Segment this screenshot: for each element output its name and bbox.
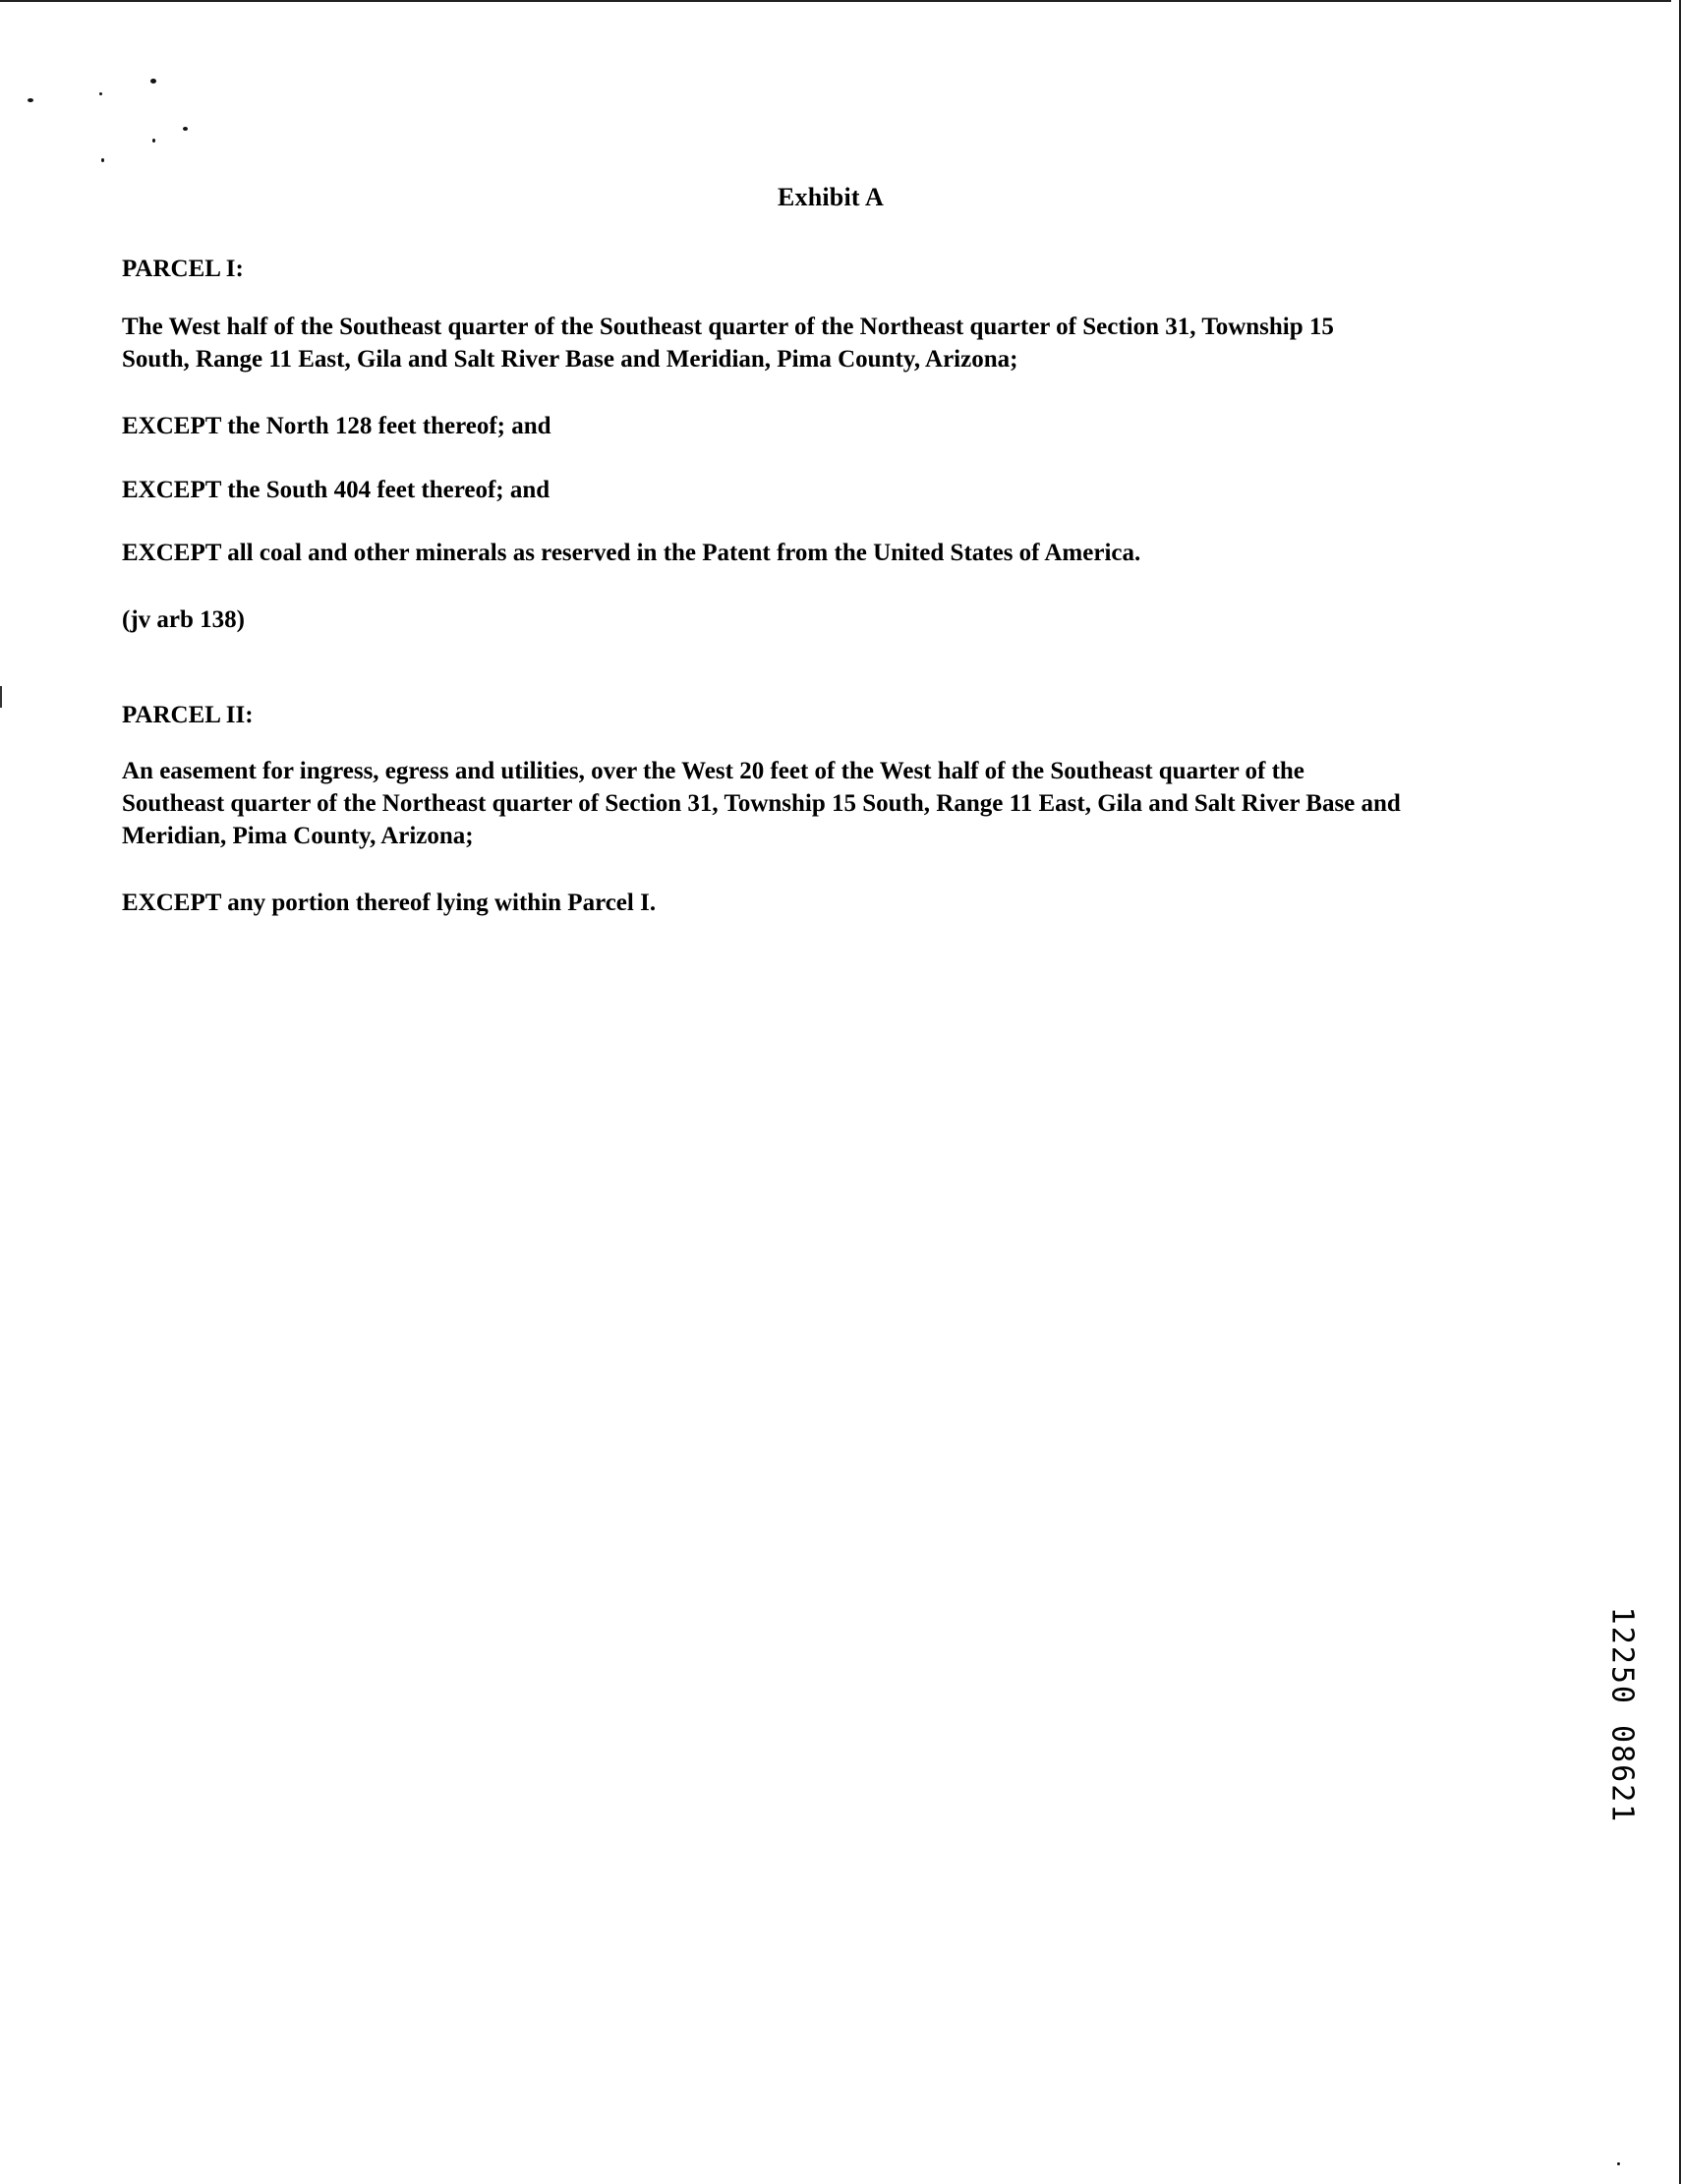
parcel-1-description-line: South, Range 11 East, Gila and Salt River Base and Meridian, Pima County, Arizona; xyxy=(122,346,1018,373)
scan-speck xyxy=(28,98,33,102)
parcel-1-heading: PARCEL I: xyxy=(122,256,244,282)
parcel-1-description xyxy=(122,311,1557,375)
parcel-1-except-south: EXCEPT the South 404 feet thereof; and xyxy=(122,477,551,503)
scan-speck xyxy=(152,139,155,143)
recording-number: 12250 08621 xyxy=(1604,1606,1640,1824)
scan-border-top xyxy=(0,0,1671,2)
exhibit-title: Exhibit A xyxy=(777,183,884,211)
parcel-2-heading: PARCEL II: xyxy=(122,702,254,728)
scan-speck xyxy=(183,127,188,131)
recording-number-stamp xyxy=(1593,1582,1652,1848)
parcel-1-description-line: The West half of the Southeast quarter of the Southeast quarter of the Northeast quarter of Section 31, Township 15 xyxy=(122,314,1334,340)
parcel-1-note: (jv arb 138) xyxy=(122,606,245,633)
scan-speck xyxy=(99,92,102,95)
parcel-2-description-line: An easement for ingress, egress and utilities, over the West 20 feet of the West half of the Southeast quarter of the xyxy=(122,758,1304,784)
scan-speck xyxy=(101,158,104,162)
parcel-2-description-line: Southeast quarter of the Northeast quarter of Section 31, Township 15 South, Range 11 East, Gila and Salt River Base and xyxy=(122,790,1401,817)
parcel-2-description-line: Meridian, Pima County, Arizona; xyxy=(122,823,474,849)
parcel-1-except-minerals: EXCEPT all coal and other minerals as reserved in the Patent from the United States of America. xyxy=(122,540,1141,566)
scan-speck xyxy=(1617,2162,1620,2165)
parcel-2-except: EXCEPT any portion thereof lying within Parcel I. xyxy=(122,890,657,916)
parcel-2-description xyxy=(122,755,1557,852)
parcel-1-except-north: EXCEPT the North 128 feet thereof; and xyxy=(122,413,551,439)
scan-speck xyxy=(150,79,156,84)
scan-edge-mark xyxy=(0,686,2,708)
